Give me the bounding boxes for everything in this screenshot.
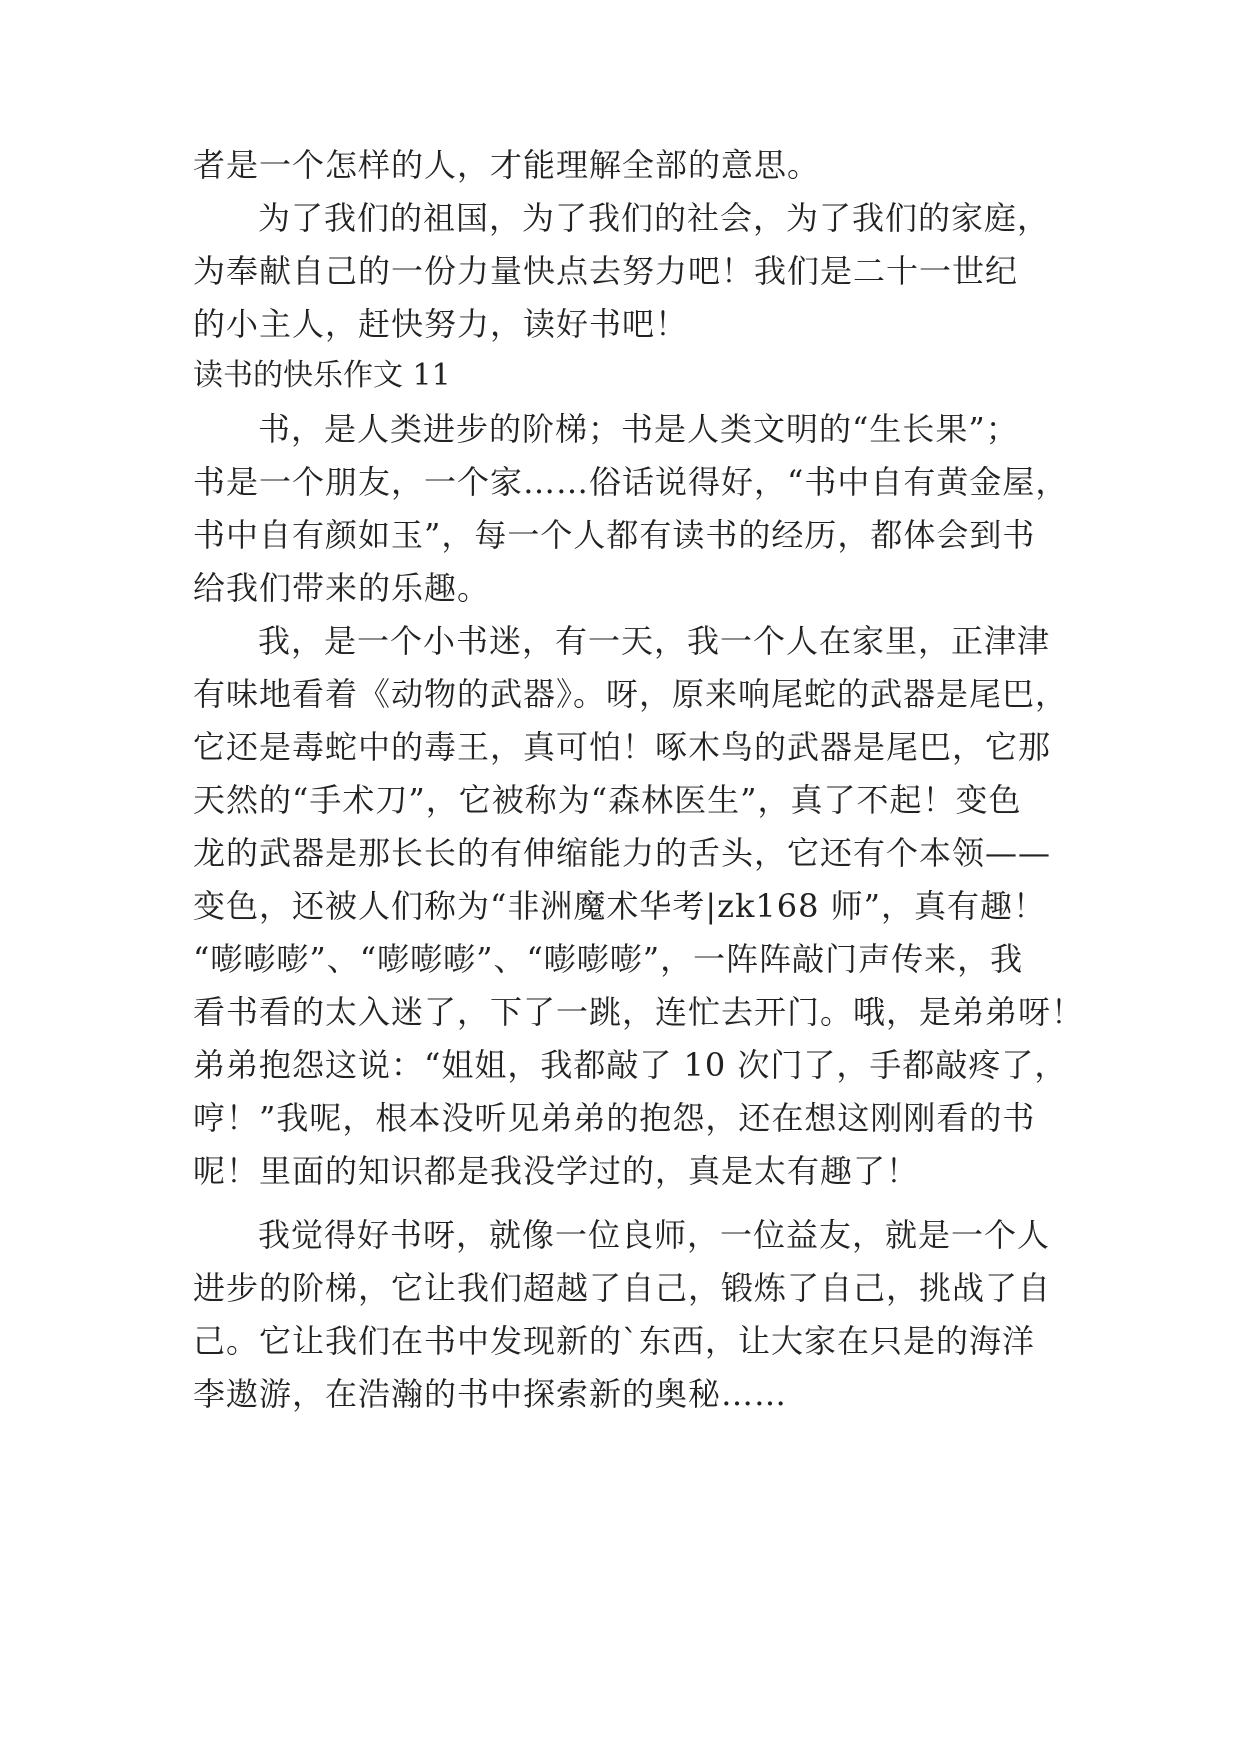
paragraph-line: 龙的武器是那长长的有伸缩能力的舌头，它还有个本领—— [193,834,1052,872]
paragraph-line: 的小主人，赶快努力，读好书吧！ [193,305,689,343]
paragraph-line: 书，是人类进步的阶梯；书是人类文明的“生长果”； [258,410,1019,448]
paragraph-line: 它还是毒蛇中的毒王，真可怕！啄木鸟的武器是尾巴，它那 [193,728,1052,766]
paragraph-line: 哼！”我呢，根本没听见弟弟的抱怨，还在想这刚刚看的书 [193,1099,1036,1137]
section-title: 读书的快乐作文 11 [193,358,451,393]
paragraph-line: 书中自有颜如玉”，每一个人都有读书的经历，都体会到书 [193,516,1036,554]
paragraph-line: 者是一个怎样的人，才能理解全部的意思。 [193,146,821,184]
paragraph-line: 给我们带来的乐趣。 [193,569,491,607]
paragraph-line: 天然的“手术刀”，它被称为“森林医生”，真了不起！变色 [193,781,1022,819]
paragraph-line: 变色，还被人们称为“非洲魔术华考|zk168 师”，真有趣！ [193,887,1047,925]
paragraph-line: 弟弟抱怨这说：“姐姐，我都敲了 10 次门了，手都敲疼了， [193,1046,1068,1084]
paragraph-line: 有味地看着《动物的武器》。呀，原来响尾蛇的武器是尾巴， [193,675,1069,713]
paragraph-line: 为了我们的祖国，为了我们的社会，为了我们的家庭， [258,199,1051,237]
paragraph-line: 李遨游，在浩瀚的书中探索新的奥秘…… [193,1375,788,1413]
paragraph-line: 己。它让我们在书中发现新的`东西，让大家在只是的海洋 [193,1322,1036,1360]
paragraph-line: “嘭嘭嘭”、“嘭嘭嘭”、“嘭嘭嘭”，一阵阵敲门声传来，我 [193,940,1024,978]
paragraph-line: 书是一个朋友，一个家……俗话说得好，“书中自有黄金屋， [193,463,1069,501]
paragraph-line: 看书看的太入迷了，下了一跳，连忙去开门。哦，是弟弟呀！ [193,993,1085,1031]
paragraph-line: 呢！里面的知识都是我没学过的，真是太有趣了！ [193,1152,920,1190]
paragraph-line: 进步的阶梯，它让我们超越了自己，锻炼了自己，挑战了自 [193,1269,1052,1307]
paragraph-line: 我，是一个小书迷，有一天，我一个人在家里，正津津 [258,622,1051,660]
paragraph-line: 我觉得好书呀，就像一位良师，一位益友，就是一个人 [258,1216,1051,1254]
paragraph-line: 为奉献自己的一份力量快点去努力吧！我们是二十一世纪 [193,252,1019,290]
